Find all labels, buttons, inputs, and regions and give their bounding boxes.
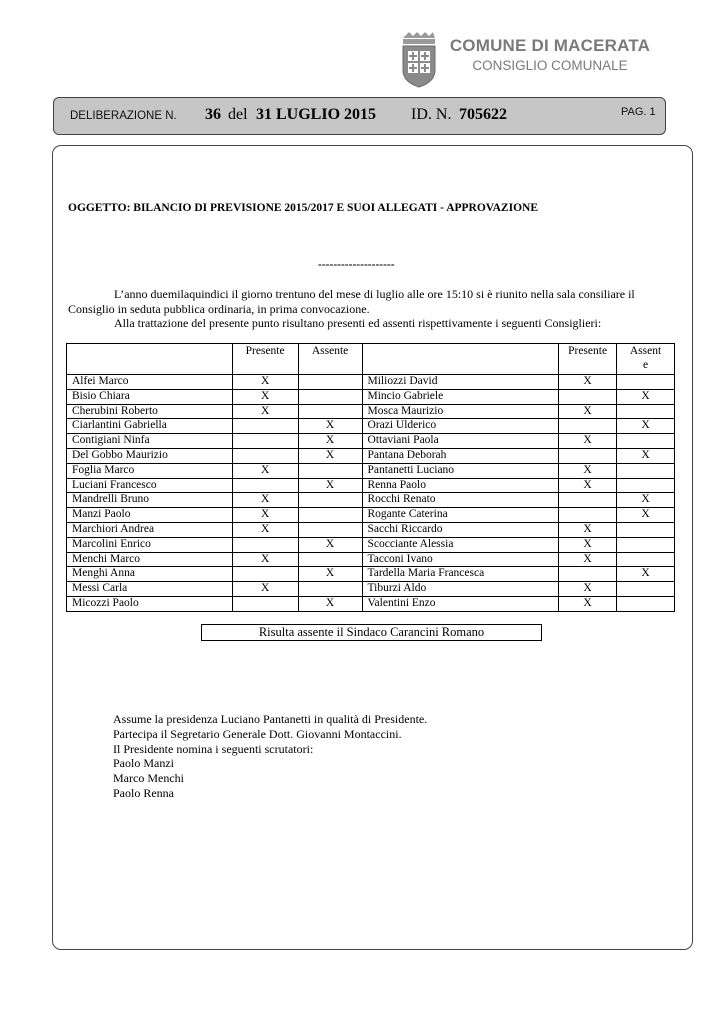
header-present: Presente xyxy=(559,344,617,375)
present-mark: X xyxy=(559,522,617,537)
absent-mark xyxy=(298,582,362,597)
councillor-name: Pantanetti Luciano xyxy=(362,463,559,478)
councillor-name: Renna Paolo xyxy=(362,478,559,493)
attendance-intro: Alla trattazione del presente punto risultano presenti ed assenti rispettivamente i seguenti Consiglieri: xyxy=(114,316,602,330)
table-row xyxy=(67,582,675,597)
scrutineer-name: Paolo Manzi xyxy=(113,756,174,771)
absent-mark xyxy=(298,508,362,523)
absent-mark: X xyxy=(617,567,675,582)
absent-mark: X xyxy=(617,493,675,508)
councillor-name: Manzi Paolo xyxy=(67,508,233,523)
absent-mark: X xyxy=(298,434,362,449)
present-mark: X xyxy=(232,522,298,537)
absent-mark: X xyxy=(617,389,675,404)
secretary-line: Partecipa il Segretario Generale Dott. Giovanni Montaccini. xyxy=(113,726,402,741)
table-row xyxy=(67,552,675,567)
present-mark: X xyxy=(559,434,617,449)
absent-mark: X xyxy=(617,448,675,463)
scrutineer-name: Marco Menchi xyxy=(113,771,184,786)
present-mark: X xyxy=(232,493,298,508)
macerata-crest-icon xyxy=(399,32,439,88)
councillor-name: Valentini Enzo xyxy=(362,596,559,611)
table-row xyxy=(67,493,675,508)
present-mark: X xyxy=(559,375,617,390)
table-row xyxy=(67,389,675,404)
absent-mark xyxy=(617,434,675,449)
present-mark: X xyxy=(559,537,617,552)
present-mark: X xyxy=(559,582,617,597)
councillor-name: Sacchi Riccardo xyxy=(362,522,559,537)
absent-mark: X xyxy=(298,596,362,611)
header-blank xyxy=(362,344,559,375)
present-mark: X xyxy=(232,552,298,567)
absent-mark: X xyxy=(617,508,675,523)
table-row xyxy=(67,596,675,611)
absent-mark xyxy=(617,537,675,552)
councillor-name: Ciarlantini Gabriella xyxy=(67,419,233,434)
scrutineers-line: Il Presidente nomina i seguenti scrutatori: xyxy=(113,741,314,756)
councillor-name: Orazi Ulderico xyxy=(362,419,559,434)
councillor-name: Cherubini Roberto xyxy=(67,404,233,419)
absent-mark xyxy=(298,389,362,404)
present-mark xyxy=(559,508,617,523)
absent-mark: X xyxy=(298,448,362,463)
attendance-table xyxy=(66,343,675,612)
table-row xyxy=(67,404,675,419)
absent-mark: X xyxy=(298,478,362,493)
councillor-name: Contigiani Ninfa xyxy=(67,434,233,449)
absent-mark xyxy=(617,522,675,537)
councillor-name: Mincio Gabriele xyxy=(362,389,559,404)
deliberation-label: DELIBERAZIONE N. xyxy=(70,110,177,122)
absent-mark xyxy=(298,404,362,419)
councillor-name: Tacconi Ivano xyxy=(362,552,559,567)
councillor-name: Tiburzi Aldo xyxy=(362,582,559,597)
present-mark xyxy=(559,389,617,404)
present-mark xyxy=(559,567,617,582)
present-mark: X xyxy=(559,404,617,419)
absent-mark xyxy=(617,552,675,567)
table-header-row xyxy=(67,344,675,375)
presidency-block xyxy=(113,712,427,801)
deliberation-number: 36 xyxy=(205,106,221,123)
councillor-name: Micozzi Paolo xyxy=(67,596,233,611)
present-mark: X xyxy=(232,508,298,523)
id-label: ID. N. xyxy=(411,106,452,123)
councillor-name: Marchiori Andrea xyxy=(67,522,233,537)
absent-mark xyxy=(298,493,362,508)
id-value: 705622 xyxy=(459,106,507,123)
absent-mark: X xyxy=(298,419,362,434)
header-absent-wrapped: Assent e xyxy=(617,344,675,375)
absent-mark: X xyxy=(617,419,675,434)
present-mark: X xyxy=(232,582,298,597)
absent-mark: X xyxy=(298,537,362,552)
present-mark xyxy=(232,596,298,611)
presidency-line: Assume la presidenza Luciano Pantanetti in qualità di Presidente. xyxy=(113,712,428,726)
councillor-name: Mandrelli Bruno xyxy=(67,493,233,508)
councillor-name: Marcolini Enrico xyxy=(67,537,233,552)
table-row xyxy=(67,375,675,390)
present-mark xyxy=(559,448,617,463)
table-row xyxy=(67,567,675,582)
header-blank xyxy=(67,344,233,375)
present-mark xyxy=(559,419,617,434)
present-mark xyxy=(232,537,298,552)
councillor-name: Messi Carla xyxy=(67,582,233,597)
page-number: PAG. 1 xyxy=(621,106,656,118)
absent-mark xyxy=(298,463,362,478)
councillor-name: Luciani Francesco xyxy=(67,478,233,493)
councillor-name: Tardella Maria Francesca xyxy=(362,567,559,582)
present-mark xyxy=(232,448,298,463)
header-absent: Assente xyxy=(298,344,362,375)
absent-mark xyxy=(617,478,675,493)
deliberation-del-word: del xyxy=(228,106,248,123)
present-mark: X xyxy=(232,375,298,390)
absent-mark xyxy=(298,375,362,390)
absent-mark xyxy=(298,522,362,537)
municipality-title: COMUNE DI MACERATA xyxy=(449,36,651,55)
absent-mark xyxy=(617,375,675,390)
deliberation-date: 31 LUGLIO 2015 xyxy=(256,106,377,123)
councillor-name: Menghi Anna xyxy=(67,567,233,582)
table-row xyxy=(67,463,675,478)
absent-mark xyxy=(298,552,362,567)
table-row xyxy=(67,434,675,449)
councillor-name: Bisio Chiara xyxy=(67,389,233,404)
councillor-name: Foglia Marco xyxy=(67,463,233,478)
present-mark: X xyxy=(559,596,617,611)
councillor-name: Alfei Marco xyxy=(67,375,233,390)
present-mark xyxy=(559,493,617,508)
councillor-name: Scocciante Alessia xyxy=(362,537,559,552)
present-mark xyxy=(232,478,298,493)
councillor-name: Mosca Maurizio xyxy=(362,404,559,419)
absent-mark xyxy=(617,582,675,597)
mayor-absent-note: Risulta assente il Sindaco Carancini Romano xyxy=(201,624,542,641)
deliberation-bar xyxy=(53,97,666,135)
table-row xyxy=(67,522,675,537)
present-mark: X xyxy=(559,463,617,478)
table-row xyxy=(67,478,675,493)
scrutineer-name: Paolo Renna xyxy=(113,785,174,800)
present-mark xyxy=(232,567,298,582)
table-row xyxy=(67,508,675,523)
absent-mark xyxy=(617,596,675,611)
councillor-name: Rocchi Renato xyxy=(362,493,559,508)
header-present: Presente xyxy=(232,344,298,375)
absent-mark xyxy=(617,404,675,419)
councillor-name: Del Gobbo Maurizio xyxy=(67,448,233,463)
present-mark: X xyxy=(232,404,298,419)
absent-mark xyxy=(617,463,675,478)
table-row xyxy=(67,419,675,434)
council-subtitle: CONSIGLIO COMUNALE xyxy=(472,58,628,73)
separator: -------------------- xyxy=(318,259,395,271)
intro-paragraph: L’anno duemilaquindici il giorno trentuno del mese di luglio alle ore 15:10 si è riunito nella sala consiliare il Consiglio in seduta pubblica ordinaria, in prima convocazione. xyxy=(68,287,635,316)
absent-mark: X xyxy=(298,567,362,582)
present-mark: X xyxy=(559,552,617,567)
present-mark: X xyxy=(232,389,298,404)
table-row xyxy=(67,537,675,552)
table-row xyxy=(67,448,675,463)
subject-line: OGGETTO: BILANCIO DI PREVISIONE 2015/2017 E SUOI ALLEGATI - APPROVAZIONE xyxy=(68,202,538,214)
present-mark: X xyxy=(232,463,298,478)
present-mark xyxy=(232,419,298,434)
councillor-name: Miliozzi David xyxy=(362,375,559,390)
councillor-name: Rogante Caterina xyxy=(362,508,559,523)
councillor-name: Ottaviani Paola xyxy=(362,434,559,449)
present-mark xyxy=(232,434,298,449)
present-mark: X xyxy=(559,478,617,493)
councillor-name: Pantana Deborah xyxy=(362,448,559,463)
councillor-name: Menchi Marco xyxy=(67,552,233,567)
